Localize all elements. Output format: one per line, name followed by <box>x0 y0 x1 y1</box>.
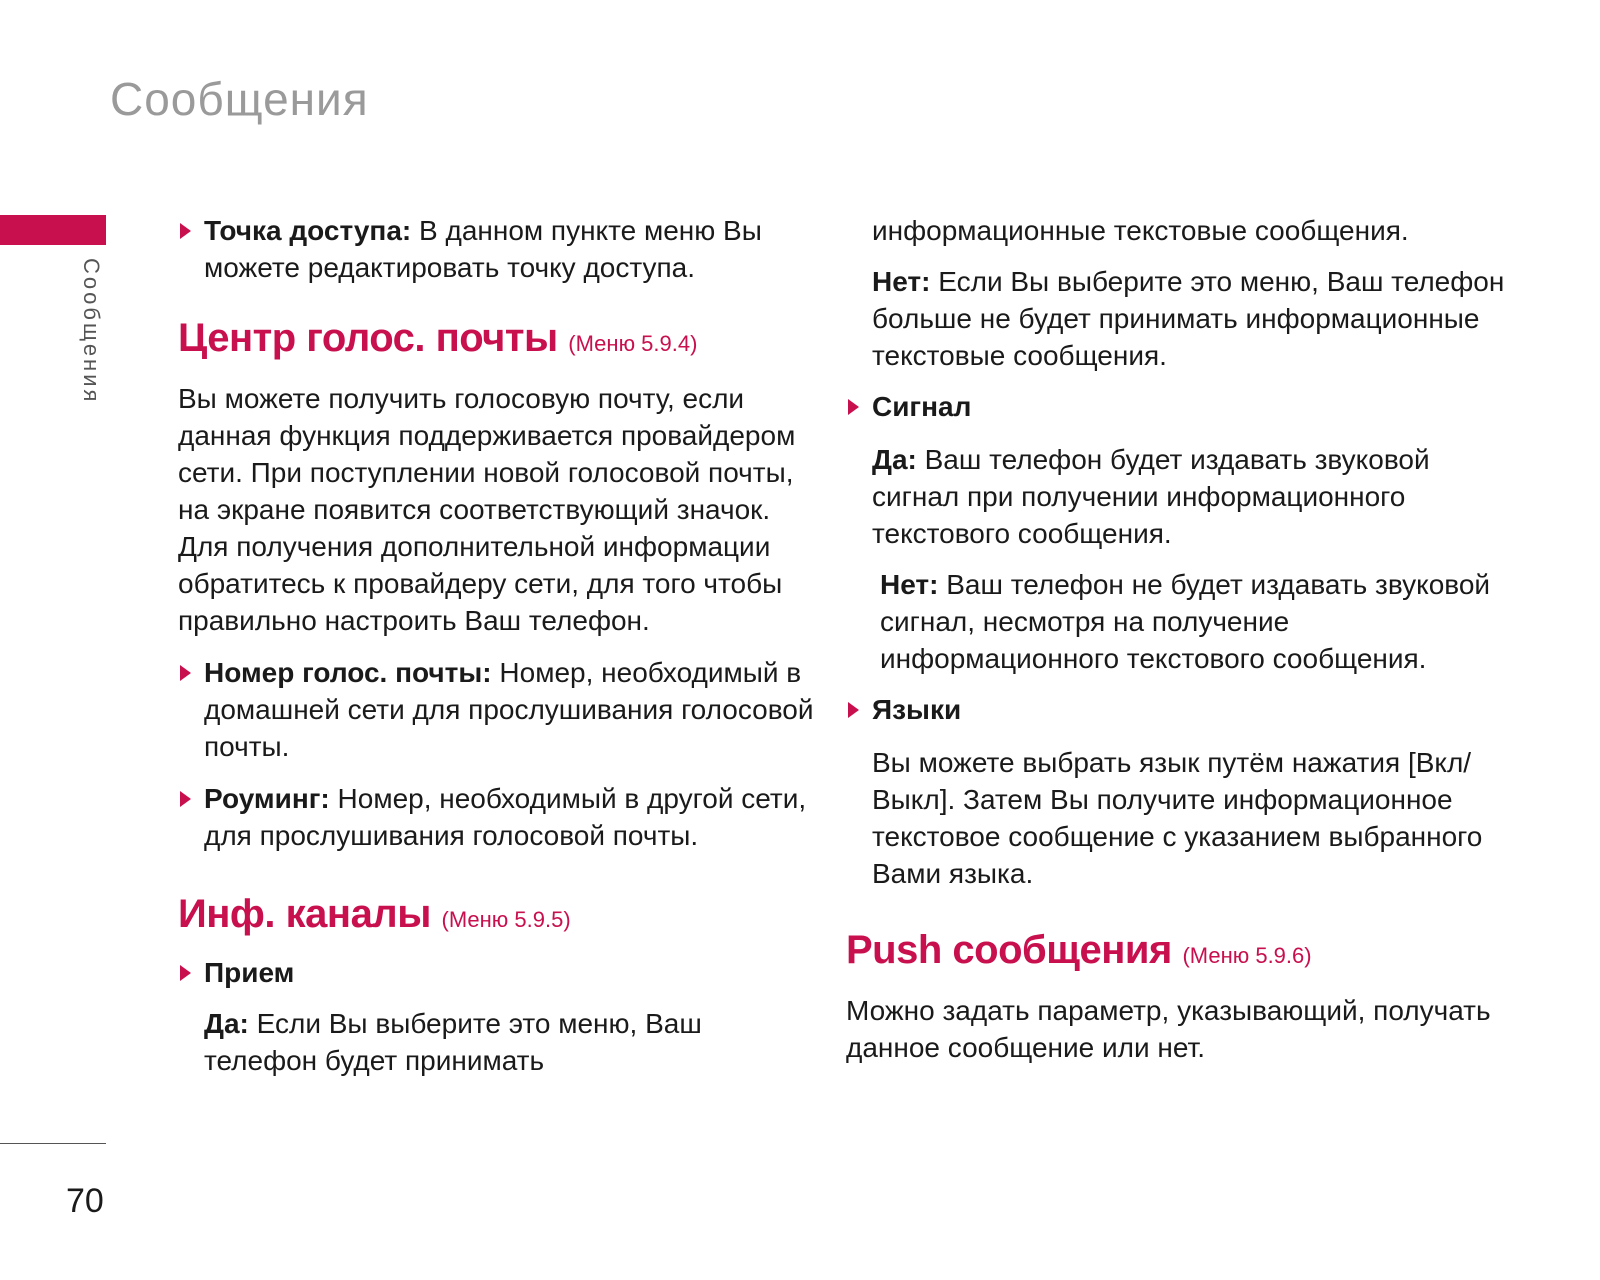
access-point-label: Точка доступа: <box>204 215 412 246</box>
roaming-item <box>178 780 818 854</box>
receive-no-text: Если Вы выберите это меню, Ваш телефон больше не будет принимать информационные текстовые сообщения. <box>872 266 1505 371</box>
voicemail-number-text: Номер, необходимый в домашней сети для прослушивания голосовой почты. <box>204 657 814 762</box>
voicemail-title-text: Центр голос. почты <box>178 316 558 360</box>
side-section-label: Сообщения <box>79 258 104 405</box>
channels-section-title <box>178 890 818 944</box>
receive-yes <box>178 1005 818 1079</box>
receive-continuation: информационные текстовые сообщения. <box>872 215 1409 246</box>
triangle-right-icon <box>180 223 191 239</box>
receive-yes-label: Да: <box>204 1008 249 1039</box>
roaming-label: Роуминг: <box>204 783 330 814</box>
signal-yes-label: Да: <box>872 444 917 475</box>
channels-title-text: Инф. каналы <box>178 892 431 936</box>
signal-yes-text: Ваш телефон будет издавать звуковой сигнал при получении информационного текстового сообщения. <box>872 444 1430 549</box>
left-column <box>178 212 818 1079</box>
triangle-right-icon <box>848 399 859 415</box>
push-text: Можно задать параметр, указывающий, получать данное сообщение или нет. <box>846 995 1491 1063</box>
languages-label: Языки <box>872 694 962 725</box>
signal-item <box>846 388 1522 425</box>
signal-no-label: Нет: <box>880 569 939 600</box>
access-point-text: В данном пункте меню Вы можете редактировать точку доступа. <box>204 215 762 283</box>
triangle-right-icon <box>180 791 191 807</box>
voicemail-body: Вы можете получить голосовую почту, если данная функция поддерживается провайдером сети. При поступлении новой голосовой почты, на экране появится соответствующий значок. Для получения дополнительной информации обратитесь к провайдеру сети, для того чтобы правильно настроить Ваш телефон. <box>178 383 796 636</box>
triangle-right-icon <box>180 665 191 681</box>
push-section-title <box>846 926 1522 980</box>
voicemail-number-label: Номер голос. почты: <box>204 657 492 688</box>
voicemail-number-item <box>178 654 818 765</box>
signal-label: Сигнал <box>872 391 972 422</box>
section-tab-marker <box>0 215 106 245</box>
languages-item <box>846 691 1522 728</box>
receive-yes-text: Если Вы выберите это меню, Ваш телефон будет принимать <box>204 1008 702 1076</box>
access-point-item <box>178 212 818 286</box>
triangle-right-icon <box>180 965 191 981</box>
channels-menu-ref: (Меню 5.9.5) <box>441 907 571 932</box>
page-header: Сообщения <box>110 73 369 125</box>
signal-no <box>872 566 1522 677</box>
push-menu-ref: (Меню 5.9.6) <box>1182 943 1312 968</box>
receive-item <box>178 954 818 991</box>
push-title-text: Push сообщения <box>846 928 1172 972</box>
roaming-text: Номер, необходимый в другой сети, для прослушивания голосовой почты. <box>204 783 807 851</box>
page-number: 70 <box>66 1182 104 1220</box>
voicemail-menu-ref: (Меню 5.9.4) <box>568 331 698 356</box>
receive-label: Прием <box>204 957 295 988</box>
right-column <box>846 212 1522 1066</box>
voicemail-section-title <box>178 314 818 368</box>
footer-divider <box>0 1143 106 1144</box>
receive-no <box>872 263 1522 374</box>
signal-no-text: Ваш телефон не будет издавать звуковой сигнал, несмотря на получение информационного текстового сообщения. <box>880 569 1491 674</box>
triangle-right-icon <box>848 702 859 718</box>
signal-yes <box>872 441 1522 552</box>
languages-text: Вы можете выбрать язык путём нажатия [Вкл/Выкл]. Затем Вы получите информационное текстовое сообщение с указанием выбранного Вами языка. <box>872 747 1483 889</box>
receive-no-label: Нет: <box>872 266 931 297</box>
